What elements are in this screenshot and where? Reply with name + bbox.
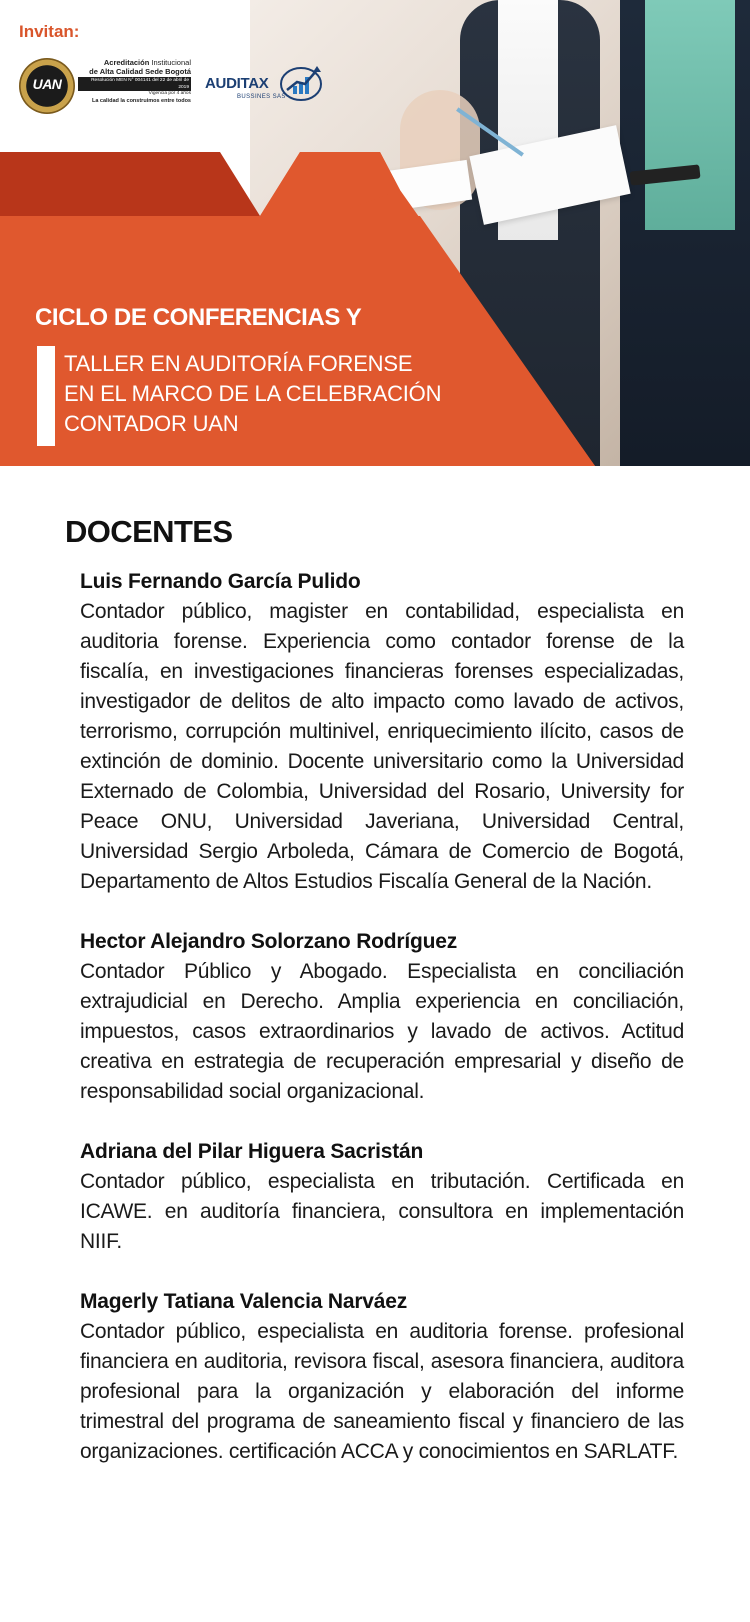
docente-name: Magerly Tatiana Valencia Narváez [80, 1290, 408, 1313]
accreditation-line1: Acreditación Institucional [103, 58, 191, 67]
docente-item [80, 1137, 684, 1257]
event-title-bold: CICLO DE CONFERENCIAS Y [35, 304, 362, 331]
header-banner [0, 0, 750, 466]
auditax-chart-icon [279, 62, 325, 102]
accreditation-slogan: La calidad la construimos entre todos [91, 98, 191, 104]
docente-name: Luis Fernando García Pulido [80, 570, 361, 593]
docente-bio: Contador Público y Abogado. Especialista en conciliación extrajudicial en Derecho. Amplia experiencia en conciliación, impuestos, casos extraordinarios y lavado de activos. Actitud creativa en estrategia de recuperación empresarial y diseño de responsabilidad social organizacional. [80, 960, 684, 1103]
docente-name: Hector Alejandro Solorzano Rodríguez [80, 930, 458, 953]
docente-item [80, 927, 684, 1107]
docente-item [80, 1287, 684, 1467]
accreditation-validity: Vigencia por 4 años [148, 91, 191, 96]
section-title-docentes: DOCENTES [65, 514, 233, 549]
auditax-name: AUDITAX [205, 75, 269, 92]
accreditation-resolution: Resolución MEN N° 004141 del 22 de abril de 2019 [78, 77, 191, 91]
docente-bio: Contador público, magister en contabilidad, especialista en auditoria forense. Experiencia como contador forense de la fiscalía, en investigaciones financieras forenses especializadas, investigador de delitos de alto impacto como lavado de activos, terrorismo, corrupción multinivel, enriquecimiento ilícito, casos de extinción de dominio. Docente universitario como la Universidad Externado de Colombia, Universidad del Rosario, University for Peace ONU, Universidad Javeriana, Universidad Central, Universidad Sergio Arboleda, Cámara de Comercio de Bogotá, Departamento de Altos Estudios Fiscalía General de la Nación. [80, 600, 684, 893]
event-title-line: EN EL MARCO DE LA CELEBRACIÓN [64, 381, 442, 406]
docente-bio: Contador público, especialista en tributación. Certificada en ICAWE. en auditoría financiera, consultora en implementación NIIF. [80, 1170, 684, 1253]
invitan-label: Invitan: [19, 22, 80, 41]
auditax-subtitle: BUSSINES SAS [237, 94, 286, 100]
uan-logo-text: UAN [32, 76, 62, 92]
accreditation-block [78, 58, 191, 105]
title-accent-bar [37, 346, 55, 446]
event-title-line: TALLER EN AUDITORÍA FORENSE [64, 351, 413, 376]
docente-bio: Contador público, especialista en auditoria forense. profesional financiera en auditoria, revisora fiscal, asesora financiera, auditora profesional para la organización y elaboración del informe trimestral del programa de saneamiento fiscal y financiero de las organizaciones. certificación ACCA y conocimientos en SARLATF. [80, 1320, 684, 1463]
docente-name: Adriana del Pilar Higuera Sacristán [80, 1140, 424, 1163]
docentes-list [80, 567, 684, 1497]
auditax-logo [205, 62, 325, 108]
uan-logo [19, 58, 75, 114]
accreditation-line2: de Alta Calidad Sede Bogotá [89, 67, 191, 76]
docente-item [80, 567, 684, 897]
event-title-line: CONTADOR UAN [64, 411, 239, 436]
